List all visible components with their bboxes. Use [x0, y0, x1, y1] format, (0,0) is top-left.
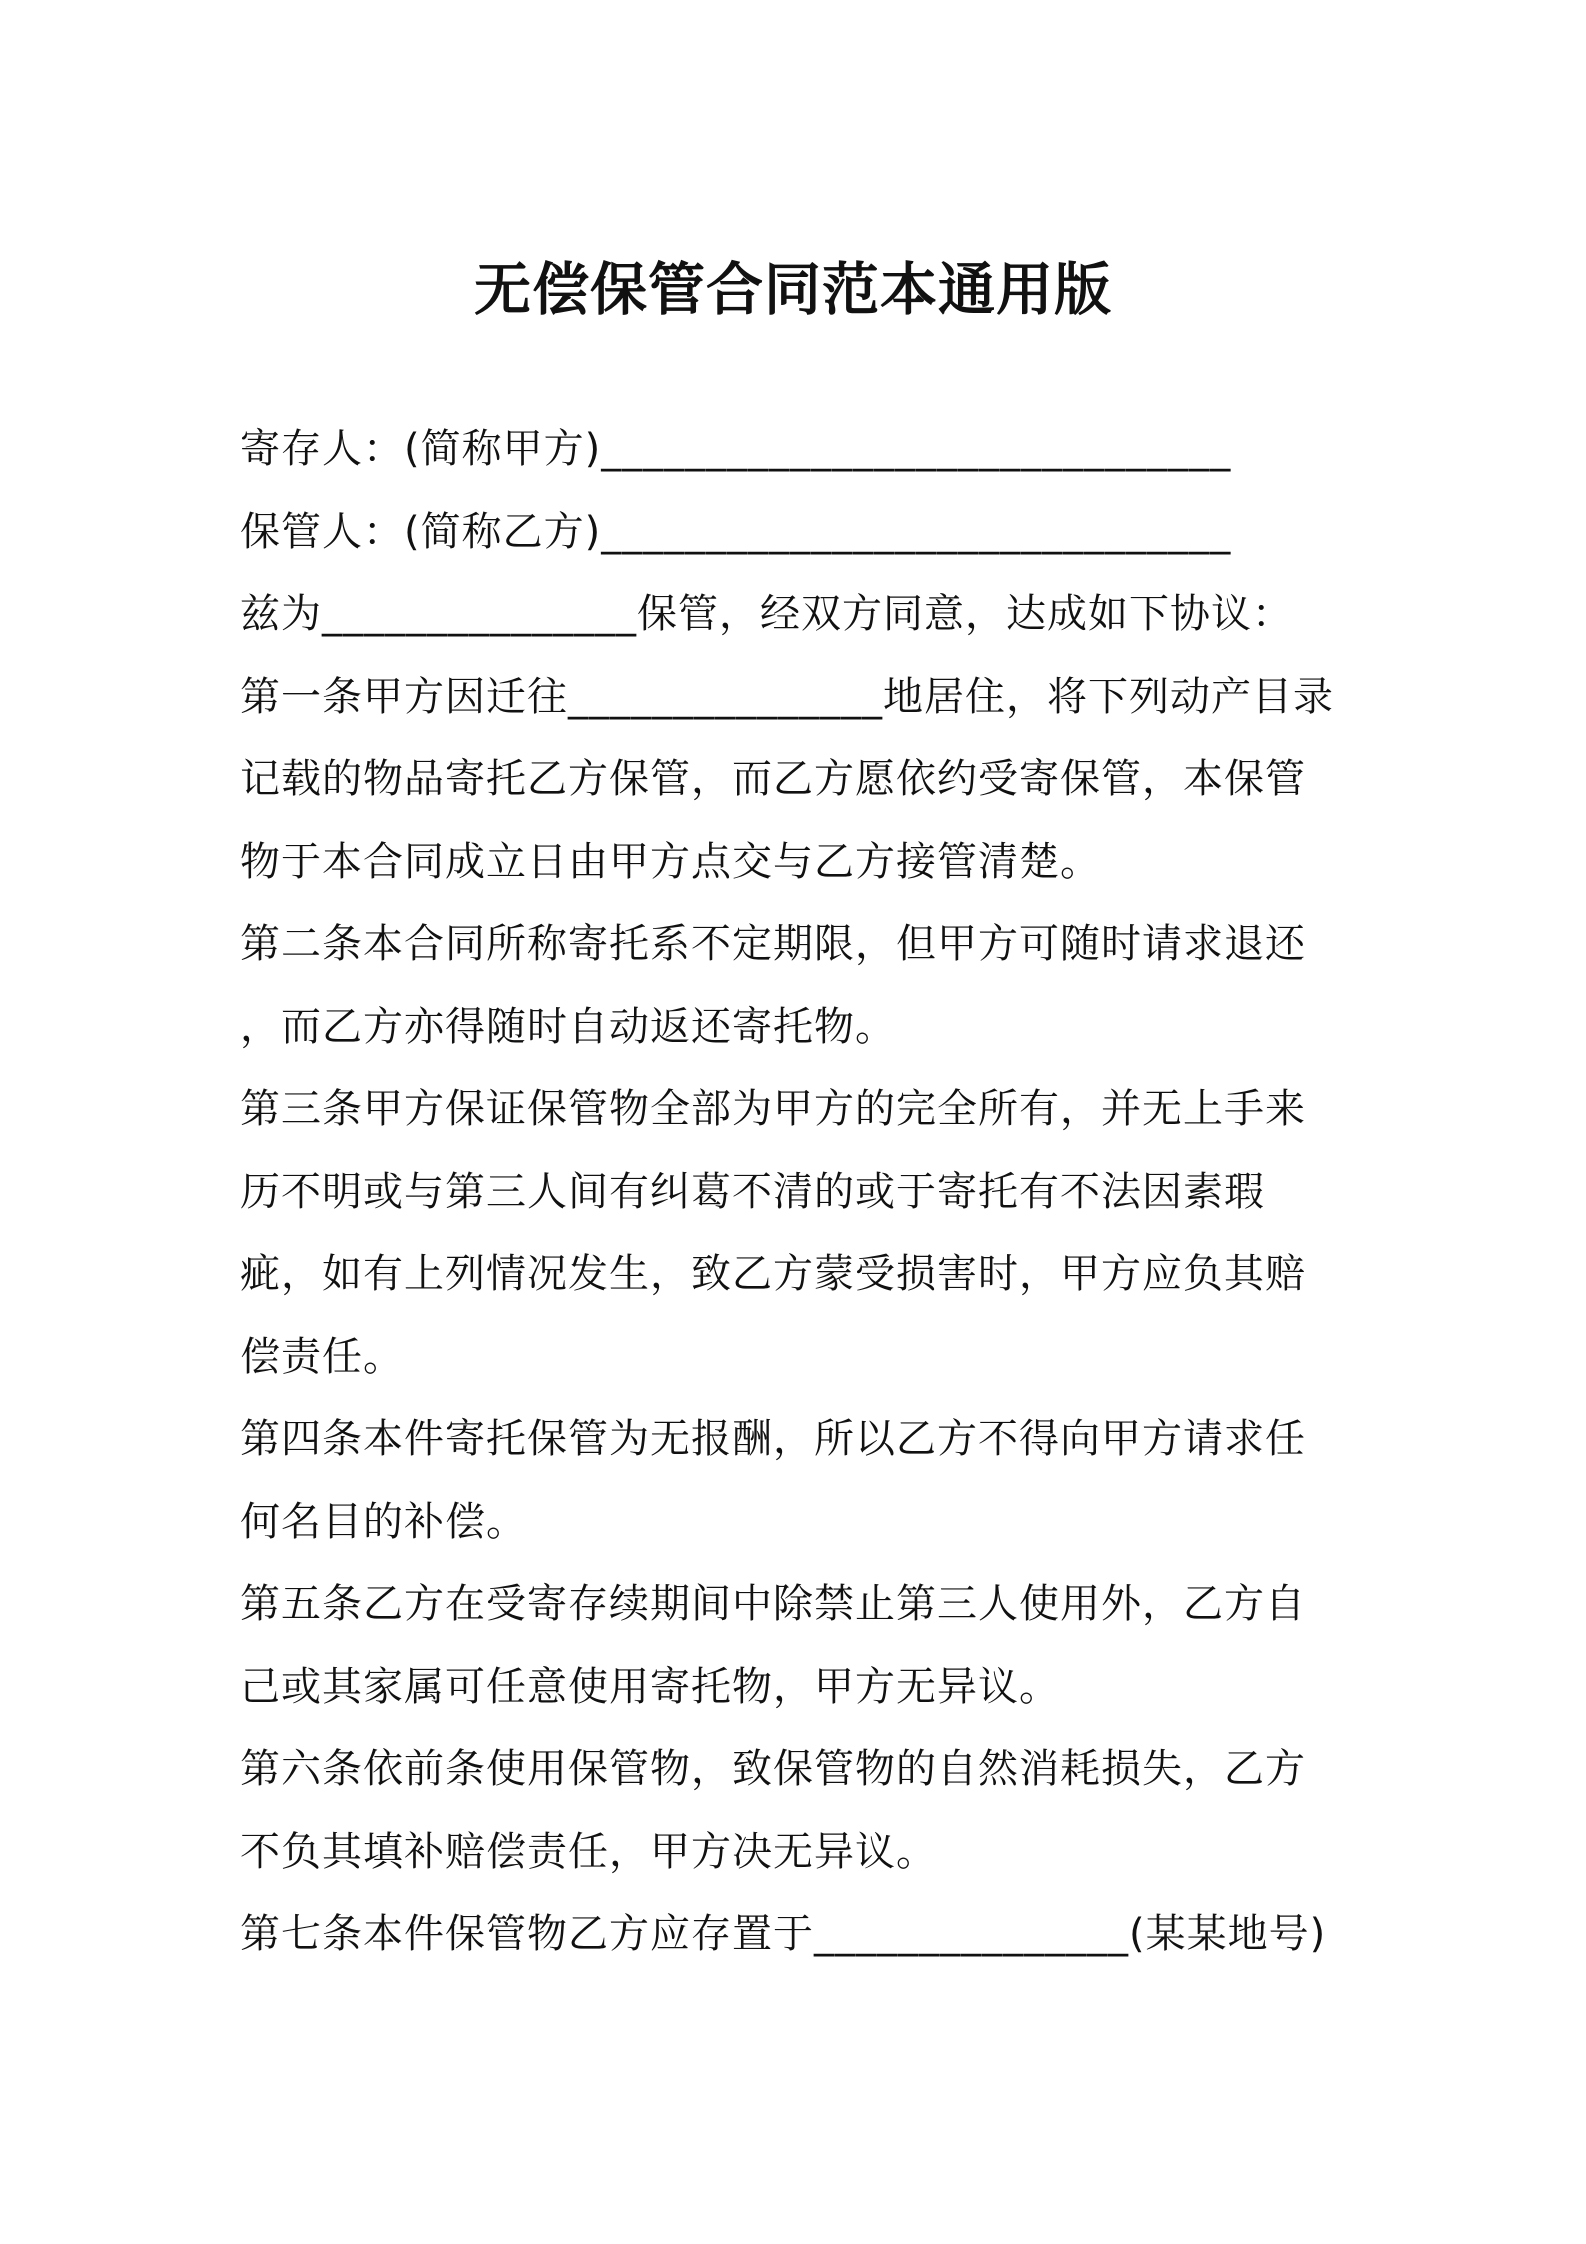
- text-line-party-a: 寄存人：(简称甲方)______________________________: [240, 426, 1232, 472]
- text-line-party-b: 保管人：(简称乙方)______________________________: [240, 508, 1232, 555]
- text-line-article-3: 第三条甲方保证保管物全部为甲方的完全所有，并无上手来: [240, 1086, 1306, 1132]
- text-line: 物于本合同成立日由甲方点交与乙方接管清楚。: [240, 838, 1101, 885]
- text-line-article-1: 第一条甲方因迁往_______________地居住，将下列动产目录: [240, 673, 1334, 720]
- text-line: 不负其填补赔偿责任，甲方决无异议。: [240, 1828, 937, 1875]
- text-line-article-2: 第二条本合同所称寄托系不定期限，但甲方可随时请求退还: [240, 921, 1306, 967]
- text-line: 记载的物品寄托乙方保管，而乙方愿依约受寄保管，本保管: [240, 756, 1306, 802]
- contract-body: [240, 408, 1360, 1976]
- text-line-article-7: 第七条本件保管物乙方应存置于_______________(某某地号): [240, 1911, 1327, 1957]
- text-line: 疵，如有上列情况发生，致乙方蒙受损害时，甲方应负其赔: [240, 1251, 1306, 1297]
- text-line: 己或其家属可任意使用寄托物，甲方无异议。: [240, 1663, 1060, 1710]
- text-line: 偿责任。: [240, 1333, 404, 1380]
- text-line-article-6: 第六条依前条使用保管物，致保管物的自然消耗损失，乙方: [240, 1746, 1306, 1792]
- text-line-agreement: 兹为_______________保管，经双方同意，达成如下协议：: [240, 591, 1293, 637]
- document-title: 无偿保管合同范本通用版: [474, 257, 1112, 323]
- text-line-article-4: 第四条本件寄托保管为无报酬，所以乙方不得向甲方请求任: [240, 1416, 1306, 1462]
- text-line-article-5: 第五条乙方在受寄存续期间中除禁止第三人使用外，乙方自: [240, 1581, 1306, 1627]
- text-line: 历不明或与第三人间有纠葛不清的或于寄托有不法因素瑕: [240, 1168, 1265, 1215]
- text-line: ，而乙方亦得随时自动返还寄托物。: [240, 1003, 896, 1050]
- text-line: 何名目的补偿。: [240, 1498, 527, 1545]
